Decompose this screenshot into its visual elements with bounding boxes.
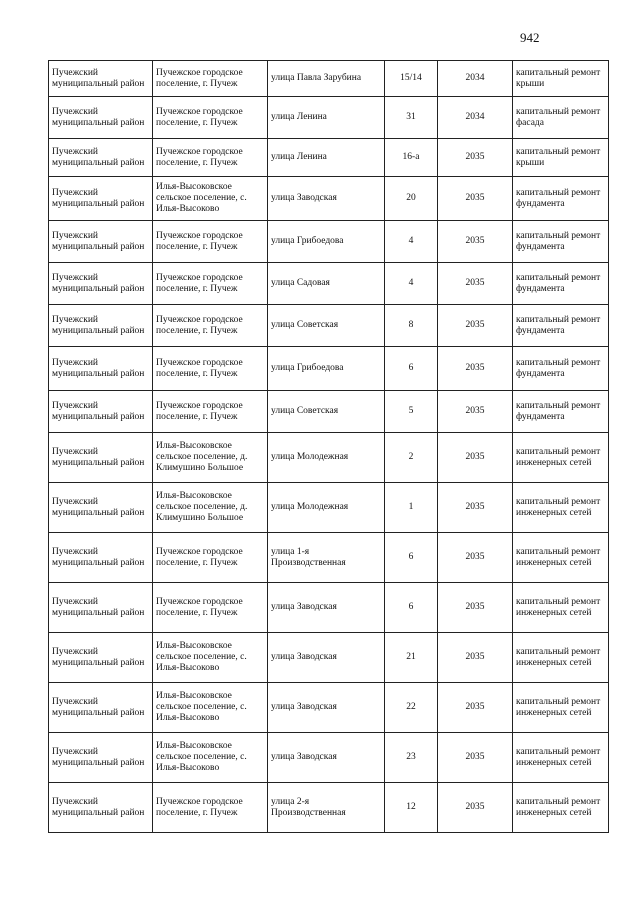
house-number-cell: 4 [385,263,438,305]
street-cell: улица 2-я Производственная [268,783,385,833]
repair-schedule-table [48,60,609,833]
house-number-cell: 6 [385,533,438,583]
house-number-cell: 1 [385,483,438,533]
table-row [49,139,609,177]
year-cell: 2035 [438,483,513,533]
house-number-cell: 12 [385,783,438,833]
table-row [49,391,609,433]
street-cell: улица Садовая [268,263,385,305]
table-row [49,633,609,683]
street-cell: улица Советская [268,305,385,347]
year-cell: 2035 [438,733,513,783]
house-number-cell: 22 [385,683,438,733]
year-cell: 2035 [438,177,513,221]
year-cell: 2035 [438,139,513,177]
settlement-cell: Пучежское городское поселение, г. Пучеж [153,583,268,633]
year-cell: 2035 [438,433,513,483]
district-cell: Пучежский муниципальный район [49,783,153,833]
street-cell: улица Грибоедова [268,221,385,263]
district-cell: Пучежский муниципальный район [49,433,153,483]
work-type-cell: капитальный ремонт фундамента [513,305,609,347]
table-row [49,61,609,97]
work-type-cell: капитальный ремонт фундамента [513,263,609,305]
settlement-cell: Илья-Высоковское сельское поселение, д. Климушино Большое [153,483,268,533]
district-cell: Пучежский муниципальный район [49,391,153,433]
work-type-cell: капитальный ремонт инженерных сетей [513,483,609,533]
house-number-cell: 23 [385,733,438,783]
work-type-cell: капитальный ремонт инженерных сетей [513,783,609,833]
table-row [49,733,609,783]
settlement-cell: Илья-Высоковское сельское поселение, с. Илья-Высоково [153,177,268,221]
district-cell: Пучежский муниципальный район [49,305,153,347]
district-cell: Пучежский муниципальный район [49,263,153,305]
table-row [49,305,609,347]
year-cell: 2035 [438,305,513,347]
table-row [49,221,609,263]
work-type-cell: капитальный ремонт фундамента [513,177,609,221]
house-number-cell: 31 [385,97,438,139]
table-row [49,263,609,305]
page-number: 942 [520,30,540,45]
district-cell: Пучежский муниципальный район [49,97,153,139]
house-number-cell: 6 [385,583,438,633]
year-cell: 2035 [438,347,513,391]
district-cell: Пучежский муниципальный район [49,633,153,683]
table-row [49,583,609,633]
settlement-cell: Пучежское городское поселение, г. Пучеж [153,391,268,433]
district-cell: Пучежский муниципальный район [49,533,153,583]
year-cell: 2035 [438,263,513,305]
street-cell: улица Молодежная [268,433,385,483]
work-type-cell: капитальный ремонт крыши [513,139,609,177]
year-cell: 2034 [438,61,513,97]
year-cell: 2035 [438,391,513,433]
work-type-cell: капитальный ремонт инженерных сетей [513,633,609,683]
settlement-cell: Пучежское городское поселение, г. Пучеж [153,783,268,833]
work-type-cell: капитальный ремонт инженерных сетей [513,733,609,783]
district-cell: Пучежский муниципальный район [49,483,153,533]
settlement-cell: Пучежское городское поселение, г. Пучеж [153,533,268,583]
table-row [49,177,609,221]
settlement-cell: Пучежское городское поселение, г. Пучеж [153,61,268,97]
district-cell: Пучежский муниципальный район [49,733,153,783]
settlement-cell: Илья-Высоковское сельское поселение, с. Илья-Высоково [153,683,268,733]
year-cell: 2035 [438,533,513,583]
street-cell: улица 1-я Производственная [268,533,385,583]
work-type-cell: капитальный ремонт инженерных сетей [513,683,609,733]
table-row [49,483,609,533]
table-row [49,683,609,733]
house-number-cell: 5 [385,391,438,433]
work-type-cell: капитальный ремонт инженерных сетей [513,433,609,483]
table-row [49,433,609,483]
year-cell: 2035 [438,783,513,833]
settlement-cell: Илья-Высоковское сельское поселение, д. Климушино Большое [153,433,268,483]
district-cell: Пучежский муниципальный район [49,177,153,221]
house-number-cell: 2 [385,433,438,483]
year-cell: 2034 [438,97,513,139]
work-type-cell: капитальный ремонт фасада [513,97,609,139]
work-type-cell: капитальный ремонт фундамента [513,347,609,391]
year-cell: 2035 [438,221,513,263]
street-cell: улица Ленина [268,139,385,177]
district-cell: Пучежский муниципальный район [49,139,153,177]
table-row [49,97,609,139]
settlement-cell: Пучежское городское поселение, г. Пучеж [153,263,268,305]
table-row [49,347,609,391]
street-cell: улица Заводская [268,683,385,733]
table-row [49,533,609,583]
work-type-cell: капитальный ремонт инженерных сетей [513,583,609,633]
house-number-cell: 15/14 [385,61,438,97]
street-cell: улица Заводская [268,177,385,221]
table-body [49,61,609,833]
house-number-cell: 20 [385,177,438,221]
house-number-cell: 6 [385,347,438,391]
work-type-cell: капитальный ремонт фундамента [513,221,609,263]
work-type-cell: капитальный ремонт фундамента [513,391,609,433]
street-cell: улица Заводская [268,633,385,683]
settlement-cell: Пучежское городское поселение, г. Пучеж [153,305,268,347]
street-cell: улица Ленина [268,97,385,139]
street-cell: улица Заводская [268,733,385,783]
work-type-cell: капитальный ремонт инженерных сетей [513,533,609,583]
district-cell: Пучежский муниципальный район [49,221,153,263]
work-type-cell: капитальный ремонт крыши [513,61,609,97]
table-row [49,783,609,833]
settlement-cell: Илья-Высоковское сельское поселение, с. Илья-Высоково [153,633,268,683]
settlement-cell: Пучежское городское поселение, г. Пучеж [153,221,268,263]
house-number-cell: 21 [385,633,438,683]
street-cell: улица Советская [268,391,385,433]
district-cell: Пучежский муниципальный район [49,347,153,391]
year-cell: 2035 [438,683,513,733]
year-cell: 2035 [438,583,513,633]
district-cell: Пучежский муниципальный район [49,683,153,733]
house-number-cell: 8 [385,305,438,347]
settlement-cell: Пучежское городское поселение, г. Пучеж [153,97,268,139]
house-number-cell: 4 [385,221,438,263]
district-cell: Пучежский муниципальный район [49,583,153,633]
year-cell: 2035 [438,633,513,683]
house-number-cell: 16-а [385,139,438,177]
street-cell: улица Павла Зарубина [268,61,385,97]
district-cell: Пучежский муниципальный район [49,61,153,97]
street-cell: улица Грибоедова [268,347,385,391]
street-cell: улица Заводская [268,583,385,633]
settlement-cell: Пучежское городское поселение, г. Пучеж [153,139,268,177]
settlement-cell: Илья-Высоковское сельское поселение, с. Илья-Высоково [153,733,268,783]
settlement-cell: Пучежское городское поселение, г. Пучеж [153,347,268,391]
street-cell: улица Молодежная [268,483,385,533]
